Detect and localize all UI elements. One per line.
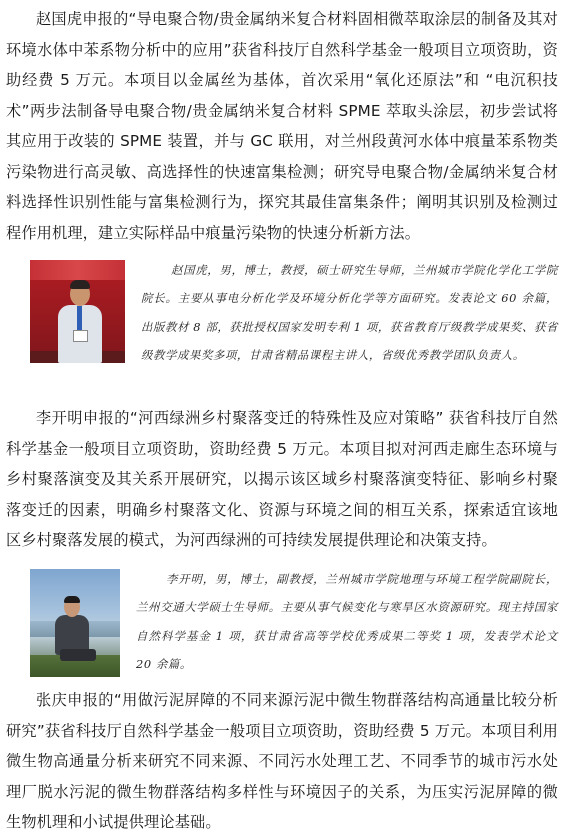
- bio-text-li-kaiming: 李开明，男，博士，副教授，兰州城市学院地理与环境工程学院副院长，兰州交通大学硕士生导师。主要从事气候变化与寒旱区水资源研究。现主持国家自然科学基金 1 项，获甘肃省高等学校优秀成果二等奖 1 项，发表学术论文 20 余篇。: [136, 572, 558, 671]
- paragraph-li-kaiming-project: 李开明申报的“河西绿洲乡村聚落变迁的特殊性及应对策略” 获省科技厅自然科学基金一般项目立项资助，资助经费 5 万元。本项目拟对河西走廊生态环境与乡村聚落演变及其关系开展研究，以揭示该区域乡村聚落演变特征、影响乡村聚落变迁的因素，明确乡村聚落文化、资源与环境之间的相互关系，探索适宜该地区乡村聚落发展的模式，为河西绿洲的可持续发展提供理论和决策支持。: [6, 409, 558, 549]
- bio-block-li-kaiming: [6, 565, 558, 678]
- paragraph-zhang-qing-project: 张庆申报的“用做污泥屏障的不同来源污泥中微生物群落结构高通量比较分析研究”获省科技厅自然科学基金一般项目立项资助，资助经费 5 万元。本项目利用微生物高通量分析来研究不同来源、不同污水处理工艺、不同季节的城市污水处理厂脱水污泥的微生物群落结构多样性与环境因子的关系，为压实污泥屏障的微生物机理和小试提供理论基础。: [6, 691, 558, 831]
- li-kaiming-photo: [30, 569, 120, 677]
- bio-text-zhao-guohu: 赵国虎，男，博士，教授，硕士研究生导师，兰州城市学院化学化工学院院长。主要从事电分析化学及环境分析化学等方面研究。发表论文 60 余篇，出版教材 8 部，获批授权国家发明专利 1 项，获省教育厅级教学成果奖、获省级教学成果奖多项，甘肃省精品课程主讲人，省级优秀教学团队负责人。: [141, 263, 558, 362]
- paragraph-zhao-guohu-project: 赵国虎申报的“导电聚合物/贵金属纳米复合材料固相微萃取涂层的制备及其对环境水体中苯系物分析中的应用”获省科技厅自然科学基金一般项目立项资助，资助经费 5 万元。本项目以金属丝为基体，首次采用“氧化还原法”和 “电沉积技术”两步法制备导电聚合物/贵金属纳米复合材料 SPME 萃取头涂层，初步尝试将其应用于改装的 SPME 装置，并与 GC 联用，对兰州段黄河水体中痕量苯系物类污染物进行高灵敏、高选择性的快速富集检测；研究导电聚合物/金属纳米复合材料选择性识别性能与富集检测行为，探究其最佳富集条件；阐明其识别及检测过程作用机理，建立实际样品中痕量污染物的快速分析新方法。: [6, 10, 558, 242]
- bio-block-zhao-guohu: [6, 256, 558, 369]
- zhao-guohu-photo: [30, 260, 125, 363]
